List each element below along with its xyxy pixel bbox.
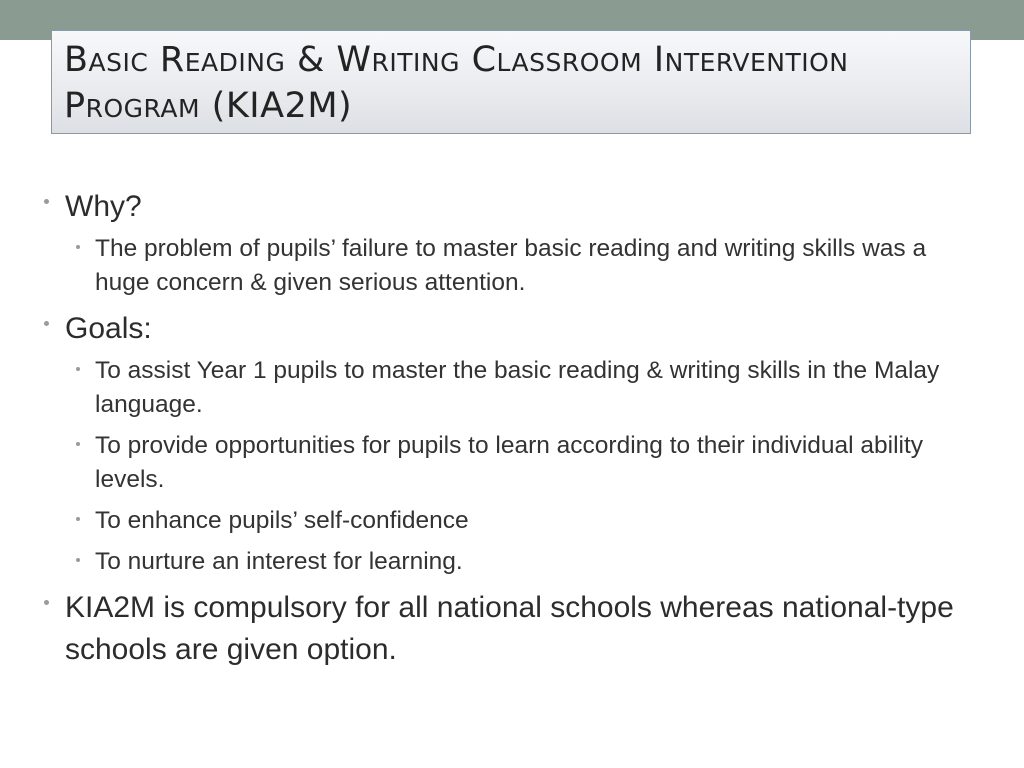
bullet-list	[44, 186, 974, 679]
sub-bullet	[65, 429, 974, 497]
sub-bullet	[65, 354, 974, 422]
sub-bullet-dot-icon	[76, 245, 80, 249]
sub-bullet	[65, 232, 974, 300]
bullet-dot-icon	[44, 321, 49, 326]
sub-bullet-text: To enhance pupils’ self-confidence	[95, 507, 469, 534]
bullet-label: Goals:	[65, 312, 152, 345]
bullet-goals	[44, 308, 974, 579]
sub-bullet-text: To nurture an interest for learning.	[95, 548, 463, 575]
sub-bullet-dot-icon	[76, 558, 80, 562]
sub-bullet-list	[65, 354, 974, 579]
sub-bullet-text: The problem of pupils’ failure to master basic reading and writing skills was a huge concern & given serious attention.	[95, 235, 927, 296]
bullet-dot-icon	[44, 600, 49, 605]
bullet-label: Why?	[65, 190, 142, 223]
bullet-label: KIA2M is compulsory for all national schools whereas national-type schools are given option.	[65, 591, 954, 666]
sub-bullet-list	[65, 232, 974, 300]
bullet-why	[44, 186, 974, 300]
title-box	[51, 30, 971, 134]
sub-bullet	[65, 504, 974, 538]
sub-bullet	[65, 545, 974, 579]
sub-bullet-dot-icon	[76, 367, 80, 371]
slide-title: Basic Reading & Writing Classroom Intervention Program (KIA2M)	[64, 40, 849, 126]
sub-bullet-dot-icon	[76, 517, 80, 521]
bullet-kia2m-compulsory	[44, 587, 974, 671]
sub-bullet-dot-icon	[76, 442, 80, 446]
sub-bullet-text: To assist Year 1 pupils to master the basic reading & writing skills in the Malay language.	[95, 357, 940, 418]
sub-bullet-text: To provide opportunities for pupils to learn according to their individual ability levels.	[95, 432, 924, 493]
bullet-dot-icon	[44, 199, 49, 204]
